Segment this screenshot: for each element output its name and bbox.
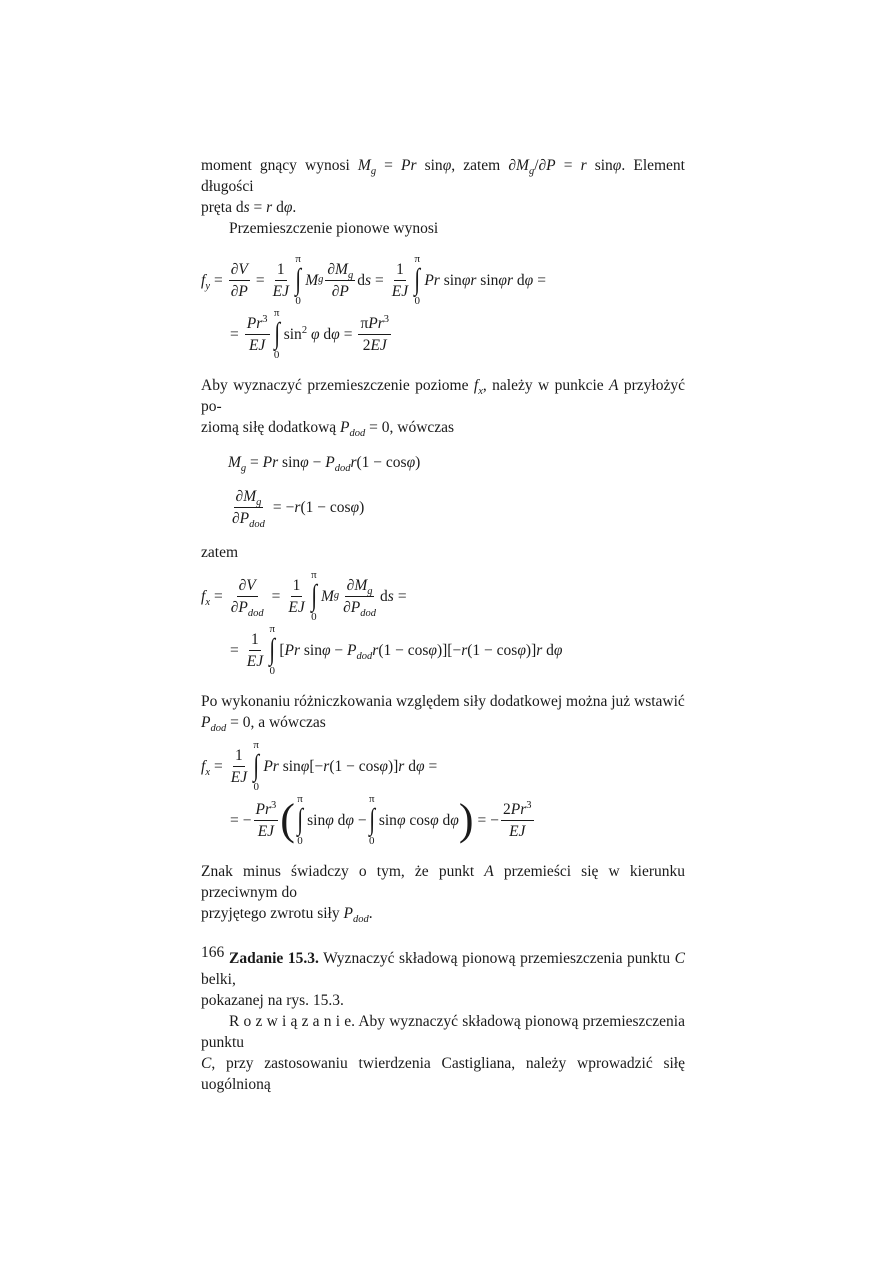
task-label: Zadanie 15.3. (229, 950, 319, 967)
paragraph-vertical: Przemieszczenie pionowe wynosi (229, 220, 439, 237)
equation-fx-1: $f_x$ = $\frac{\partial V}{\partial P_{dod}}$ = $\frac{1}{EJ}$ π ∫ 0 M g $\frac{\partial M_g}{\partial P_{dod}}$ d s = (201, 569, 407, 623)
word-zatem: zatem (201, 544, 239, 561)
equation-fy-1: $f_y$ = $\frac{\partial V}{\partial P}$ = $\frac{1}{EJ}$ π ∫ 0 M g $\frac{\partial M_g}{\partial P}$ d s = $\frac{1}{EJ}$ π ∫ 0 Pr sinφr sinφr dφ = (201, 253, 546, 307)
solution-paragraph: R o z w i ą z a n i e. Aby wyznaczyć składową pionową przemieszczenia punktu C, przy zastosowaniu twierdzenia Castigliana, należy wprowadzić siłę uogólnioną (201, 1013, 685, 1093)
equation-fx-2: = $\frac{1}{EJ}$ π ∫ 0 [Pr $\sin\varphi - P_{dod}r(1 - \cos\varphi)][-r(1 - \cos\varphi)]r$ dφ (230, 623, 563, 677)
paragraph-differentiation: Po wykonaniu różniczkowania względem siły dodatkowej można już wstawić $P_{dod} = 0$, a wówczas (201, 693, 685, 734)
page-number: 166 (201, 944, 225, 961)
task-15-3: Zadanie 15.3. Wyznaczyć składową pionową przemieszczenia punktu C belki, pokazanej na rys. 15.3. (201, 950, 685, 1009)
paragraph-horizontal: Aby wyznaczyć przemieszczenie poziome $f_x$, należy w punkcie A przyłożyć po- ziomą siłę dodatkową $P_{dod} = 0$, wówczas (201, 377, 685, 439)
equation-mg: $M_g = Pr$ $\sin\varphi - P_{dod}r(1 - \cos\varphi)$ (228, 454, 421, 474)
solution-label: R o z w i ą z a n i e. (229, 1013, 355, 1030)
page-content (201, 155, 685, 1095)
equation-fy-2: = $\frac{Pr^3}{EJ}$ π ∫ 0 $\sin^2 \varphi$ dφ = $\frac{\pi Pr^3}{2EJ}$ (230, 307, 390, 361)
paragraph-moment: moment gnący wynosi $M_g = Pr$ sinφ, zatem $\partial M_g/\partial P = r$ sinφ. Element długości pręta ds = r dφ. (201, 157, 685, 216)
equation-fx-4: = − $\frac{Pr^3}{EJ}$ ( π ∫ 0 sinφ dφ − π ∫ 0 sinφ cosφ dφ ) = − $\frac{2Pr^3}{EJ}$ (230, 793, 532, 847)
paragraph-minus-sign: Znak minus świadczy o tym, że punkt A przemieści się w kierunku przeciwnym do przyjętego zwrotu siły $P_{dod}$. (201, 863, 685, 925)
equation-fx-3: $f_x$ = $\frac{1}{EJ}$ π ∫ 0 Pr sinφ[−r(1 − cosφ)]r dφ = (201, 739, 438, 793)
equation-dmg: $\frac{\partial M_g}{\partial P_{dod}}$ = −r(1 − cosφ) (232, 488, 365, 530)
